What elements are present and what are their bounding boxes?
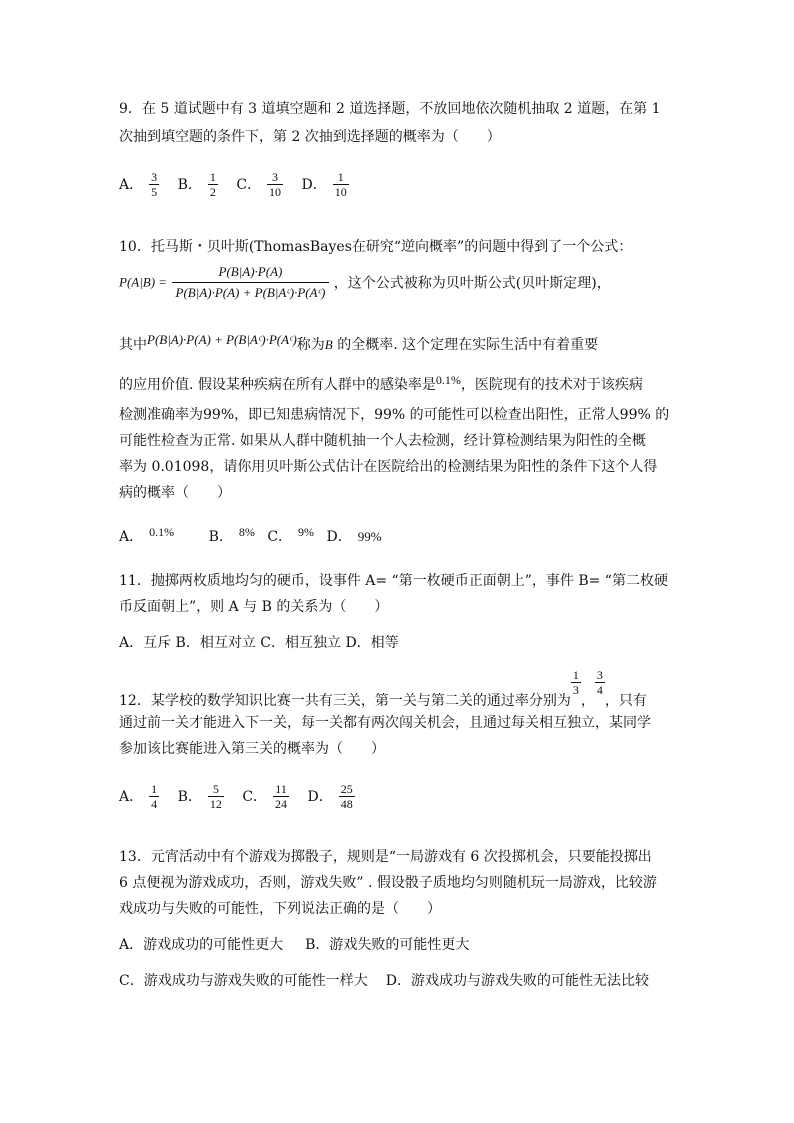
q11-options[interactable]: A．互斥 B．相互对立 C．相互独立 D．相等 — [119, 635, 399, 651]
q10-infection-rate: 0.1% — [435, 373, 461, 387]
q9-option-c-fraction: $\frac{3}{10}$ — [269, 170, 282, 199]
q10-line6: 可能性检查为正常. 如果从人群中随机抽一个人去检测，经计算检测结果为阳性的全概 — [119, 433, 646, 449]
q9-options — [119, 170, 363, 199]
q13-option-c[interactable]: C．游戏成功与游戏失败的可能性一样大 — [119, 973, 368, 989]
q10-option-a[interactable]: A． 0.1% — [119, 525, 175, 545]
q12-options — [119, 782, 369, 811]
q13-options-row1 — [119, 934, 469, 954]
q13-options-row2 — [119, 970, 649, 990]
q10-options — [119, 526, 396, 546]
q10-option-d[interactable]: D． 99% — [326, 529, 382, 545]
q10-line5: 检测准确率为99%，即已知患病情况下，99% 的可能性可以检查出阳性，正常人99% 的 — [119, 407, 670, 423]
q12-line1: 12．某学校的数学知识比赛一共有三关，第一关与第二关的通过率分别为 $\frac{1}{3}$ ， $\frac{3}{4}$ ，只有 — [119, 668, 647, 709]
q12-rate-2: $\frac{3}{4}$ — [596, 668, 603, 697]
q9-line1: 9．在 5 道试题中有 3 道填空题和 2 道选择题，不放回地依次随机抽取 2 道题，在第 1 — [119, 101, 661, 117]
q9-option-c[interactable]: C． $\frac{3}{10}$ — [236, 170, 282, 199]
q9-option-b[interactable]: B． $\frac{1}{2}$ — [177, 170, 216, 199]
q12-option-d[interactable]: D． $\frac{25}{48}$ — [307, 782, 353, 811]
q9-line2: 次抽到填空题的条件下，第 2 次抽到选择题的概率为（ ） — [119, 129, 501, 145]
q13-line2: 6 点便视为游戏成功，否则，游戏失败” . 假设骰子质地均匀则随机玩一局游戏，比较游 — [119, 875, 657, 891]
q10-formula — [119, 262, 611, 303]
q10-line1: 10．托马斯・贝叶斯(ThomasBayes在研究“逆向概率”的问题中得到了一个公式： — [119, 239, 633, 255]
q10-line8: 病的概率（ ） — [119, 485, 231, 501]
q9-option-a-fraction: $\frac{3}{5}$ — [151, 170, 158, 199]
q10-line3-expr: P(B|A)·P(A) + P(B|Aᶜ)·P(Aᶜ) — [147, 332, 297, 347]
q12-line2: 通过前一关才能进入下一关，每一关都有两次闯关机会，且通过每关相互独立，某同学 — [119, 715, 651, 731]
q10-option-b[interactable]: B． 8% — [208, 525, 255, 545]
q12-option-b[interactable]: B． $\frac{5}{12}$ — [177, 782, 222, 811]
q9-option-d-fraction: $\frac{1}{10}$ — [334, 170, 347, 199]
q10-line4: 的应用价值. 假设某种疾病在所有人群中的感染率是0.1%，医院现有的技术对于该疾病 — [119, 373, 643, 393]
q13-option-b[interactable]: B．游戏失败的可能性更大 — [305, 937, 470, 953]
q12-line3: 参加该比赛能进入第三关的概率为（ ） — [119, 741, 385, 757]
q13-line1: 13．元宵活动中有个游戏为掷骰子，规则是“一局游戏有 6 次投掷机会，只要能投掷出 — [119, 849, 652, 865]
q10-formula-tail: ，这个公式被称为贝叶斯公式(贝叶斯定理)， — [333, 275, 611, 292]
q13-line3: 戏成功与失败的可能性，下列说法正确的是（ ） — [119, 901, 441, 917]
q10-line7: 率为 0.01098，请你用贝叶斯公式估计在医院给出的检测结果为阳性的条件下这个人得 — [119, 459, 658, 475]
q12-rate-1: $\frac{1}{3}$ — [572, 668, 579, 697]
q13-option-d[interactable]: D．游戏成功与游戏失败的可能性无法比较 — [385, 973, 649, 989]
q10-formula-lhs: P(A|B) = — [119, 274, 168, 290]
q11-line2: 币反面朝上”，则 A 与 B 的关系为（ ） — [119, 599, 389, 615]
q12-option-a[interactable]: A． $\frac{1}{4}$ — [119, 782, 158, 811]
q12-option-c[interactable]: C． $\frac{11}{24}$ — [242, 782, 288, 811]
q10-formula-fraction: $\frac{P(B|A)\cdot P(A)}{\text{P(B|A)·P(A) + P(B|Aᶜ)·P(Aᶜ)}}$ — [172, 262, 330, 303]
q10-line3: 其中P(B|A)·P(A) + P(B|Aᶜ)·P(Aᶜ)称为B 的全概率. 这个定理在实际生活中有着重要 — [119, 332, 599, 353]
q9-option-b-fraction: $\frac{1}{2}$ — [209, 170, 216, 199]
q9-option-d[interactable]: D． $\frac{1}{10}$ — [301, 170, 347, 199]
q13-option-a[interactable]: A．游戏成功的可能性更大 — [119, 937, 284, 953]
q11-line1: 11．抛掷两枚质地均匀的硬币，设事件 A= “第一枚硬币正面朝上”，事件 B= “第二枚硬 — [119, 573, 668, 589]
q10-option-c[interactable]: C． 9% — [267, 525, 315, 545]
q9-option-a[interactable]: A． $\frac{3}{5}$ — [119, 170, 158, 199]
